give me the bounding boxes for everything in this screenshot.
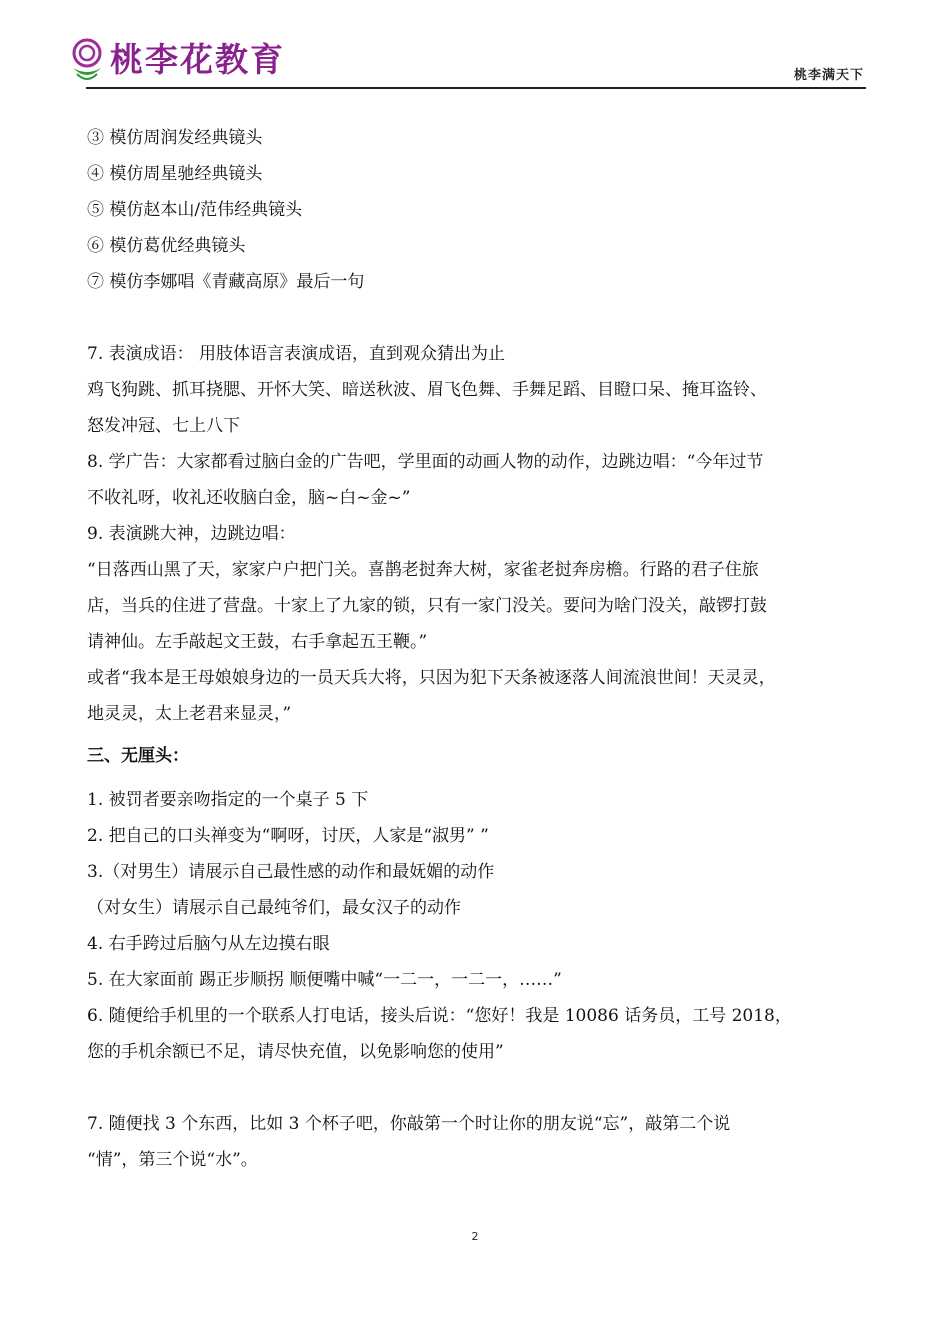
brand-tagline: 桃李满天下 xyxy=(793,68,864,83)
text-line: 8. 学广告：大家都看过脑白金的广告吧，学里面的动画人物的动作，边跳边唱：“今年过节 xyxy=(87,452,764,472)
text-line: 5. 在大家面前 踢正步顺拐 顺便嘴中喊“一二一，一二一，……” xyxy=(87,970,562,990)
text-line: 不收礼呀，收礼还收脑白金，脑~白~金~” xyxy=(87,488,411,508)
text-line: 怒发冲冠、七上八下 xyxy=(87,416,240,436)
page-number: 2 xyxy=(471,1230,479,1243)
text-line: 您的手机余额已不足，请尽快充值，以免影响您的使用” xyxy=(87,1042,504,1062)
text-line: “情”，第三个说“水”。 xyxy=(87,1150,258,1170)
text-line: 3.（对男生）请展示自己最性感的动作和最妩媚的动作 xyxy=(87,862,495,882)
text-line: 7. 表演成语： 用肢体语言表演成语，直到观众猜出为止 xyxy=(87,344,506,364)
text-line: 7. 随便找 3 个东西，比如 3 个杯子吧，你敲第一个时让你的朋友说“忘”，敲第二个说 xyxy=(87,1114,731,1134)
text-line: 地灵灵，太上老君来显灵，” xyxy=(87,704,292,724)
text-line: 6. 随便给手机里的一个联系人打电话，接头后说：“您好！我是 10086 话务员，工号 2018， xyxy=(87,1006,792,1026)
blank-line xyxy=(87,300,867,336)
text-line: 或者“我本是王母娘娘身边的一员天兵大将，只因为犯下天条被逐落人间流浪世间！天灵灵， xyxy=(87,668,776,688)
text-line: ⑦ 模仿李娜唱《青藏高原》最后一句 xyxy=(87,272,365,292)
text-line: 1. 被罚者要亲吻指定的一个桌子 5 下 xyxy=(87,790,369,810)
lotus-circle-icon xyxy=(70,38,104,82)
text-line: （对女生）请展示自己最纯爷们，最女汉子的动作 xyxy=(87,898,461,918)
text-line: ⑥ 模仿葛优经典镜头 xyxy=(87,236,246,256)
text-line: “日落西山黑了天，家家户户把门关。喜鹊老挝奔大树，家雀老挝奔房檐。行路的君子住旅 xyxy=(87,560,759,580)
text-line: 2. 把自己的口头禅变为“啊呀，讨厌，人家是“淑男” ” xyxy=(87,826,489,846)
text-line: ④ 模仿周星驰经典镜头 xyxy=(87,164,263,184)
section-heading: 三、无厘头： xyxy=(87,746,189,766)
text-line: 请神仙。左手敲起文王鼓，右手拿起五王鞭。” xyxy=(87,632,428,652)
text-line: ⑤ 模仿赵本山/范伟经典镜头 xyxy=(87,200,303,220)
page-header xyxy=(70,34,866,90)
brand-name: 桃李花教育 xyxy=(110,40,285,79)
header-divider xyxy=(86,87,866,89)
text-line: 9. 表演跳大神，边跳边唱： xyxy=(87,524,296,544)
text-line: 鸡飞狗跳、抓耳挠腮、开怀大笑、暗送秋波、眉飞色舞、手舞足蹈、目瞪口呆、掩耳盗铃、 xyxy=(87,380,767,400)
text-line: 4. 右手跨过后脑勺从左边摸右眼 xyxy=(87,934,330,954)
blank-line xyxy=(87,1070,867,1106)
document-body xyxy=(87,120,867,1178)
text-line: 店，当兵的住进了营盘。十家上了九家的锁，只有一家门没关。要问为啥门没关，敲锣打鼓 xyxy=(87,596,767,616)
text-line: ③ 模仿周润发经典镜头 xyxy=(87,128,263,148)
